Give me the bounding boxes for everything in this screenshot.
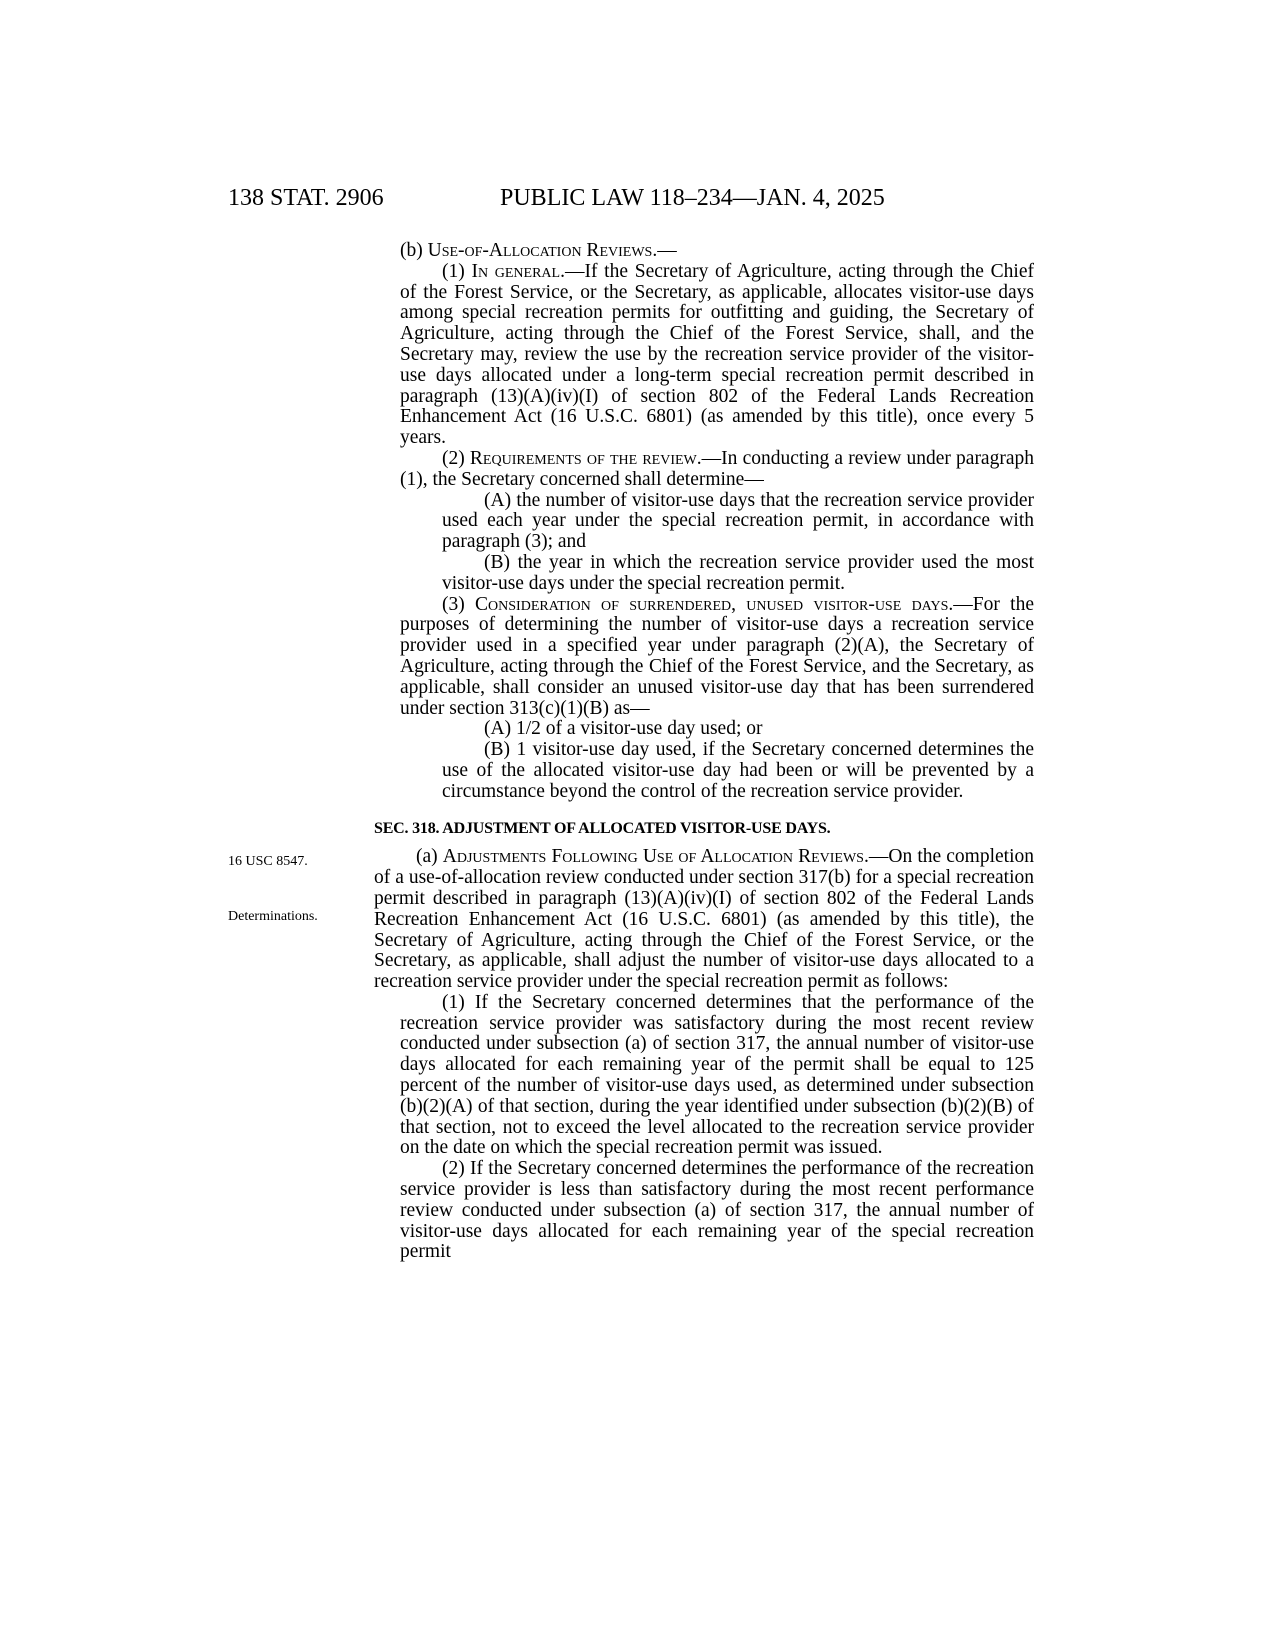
margin-note-usc-cite: 16 USC 8547. — [228, 854, 308, 869]
paragraph-2-a: (A) the number of visitor-use days that the recreation service provider used each year under the special recreation permit, in accordance with paragraph (3); and — [442, 489, 1034, 553]
paragraph-3-a: (A) 1/2 of a visitor-use day used; or — [484, 718, 763, 740]
paragraph-1: (1) In general.—If the Secretary of Agriculture, acting through the Chief of the Forest Service, or the Secretary, as applicable, allocates visitor-use days among special recreation permits for outfitting and guiding, the Secretary of Agriculture, acting through the Chief of the Forest Service, shall, and the Secretary may, review the use by the recreation service provider of the visitor-use days allocated under a long-term special recreation permit described in paragraph (13)(A)(iv)(I) of section 802 of the Federal Lands Recreation Enhancement Act (16 U.S.C. 6801) (as amended by this title), once every 5 years. — [400, 260, 1034, 449]
document-body — [374, 241, 1034, 1263]
paragraph-3: (3) Consideration of surrendered, unused visitor-use days.—For the purposes of determining the number of visitor-use days a recreation service provider used in a specified year under paragraph (2)(A), the Secretary of Agriculture, acting through the Chief of the Forest Service, and the Secretary, as applicable, shall consider an unused visitor-use day that has been surrendered under section 313(c)(1)(B) as— — [400, 593, 1034, 719]
subsection-a-paragraph-1: (1) If the Secretary concerned determines that the performance of the recreation service provider was satisfactory during the most recent review conducted under subsection (a) of section 317, the annual number of visitor-use days allocated for each remaining year of the permit shall be equal to 125 percent of the number of visitor-use days used, as determined under subsection (b)(2)(A) of that section, during the year identified under subsection (b)(2)(B) of that section, not to exceed the level allocated to the recreation service provider on the date on which the special recreation permit was issued. — [400, 991, 1034, 1159]
subsection-b-heading: (b) Use-of-Allocation Reviews.— — [400, 240, 677, 261]
page-title: PUBLIC LAW 118–234—JAN. 4, 2025 — [500, 185, 885, 211]
paragraph-2-b: (B) the year in which the recreation service provider used the most visitor-use days under the special recreation permit. — [442, 551, 1034, 594]
paragraph-2: (2) Requirements of the review.—In conducting a review under paragraph (1), the Secretary concerned shall determine— — [400, 447, 1034, 490]
margin-note-determinations: Determinations. — [228, 909, 318, 924]
subsection-a-paragraph-2: (2) If the Secretary concerned determines the performance of the recreation service provider is less than satisfactory during the most recent performance review conducted under subsection (a) of section 317, the annual number of visitor-use days allocated for each remaining year of the special recreation permit — [400, 1158, 1034, 1263]
subsection-a: (a) Adjustments Following Use of Allocation Reviews.—On the completion of a use-of-allocation review conducted under section 317(b) for a special recreation permit described in paragraph (13)(A)(iv)(I) of section 802 of the Federal Lands Recreation Enhancement Act (16 U.S.C. 6801) (as amended by this title), the Secretary of Agriculture, acting through the Chief of the Forest Service, or the Secretary, as applicable, shall adjust the number of visitor-use days allocated to a recreation service provider under the special recreation permit as follows: — [374, 846, 1034, 993]
stat-page-number: 138 STAT. 2906 — [228, 185, 384, 211]
section-318-heading: SEC. 318. ADJUSTMENT OF ALLOCATED VISITOR-USE DAYS. — [374, 819, 831, 837]
paragraph-3-b: (B) 1 visitor-use day used, if the Secretary concerned determines the use of the allocated visitor-use day had been or will be prevented by a circumstance beyond the control of the recreation service provider. — [442, 739, 1034, 802]
